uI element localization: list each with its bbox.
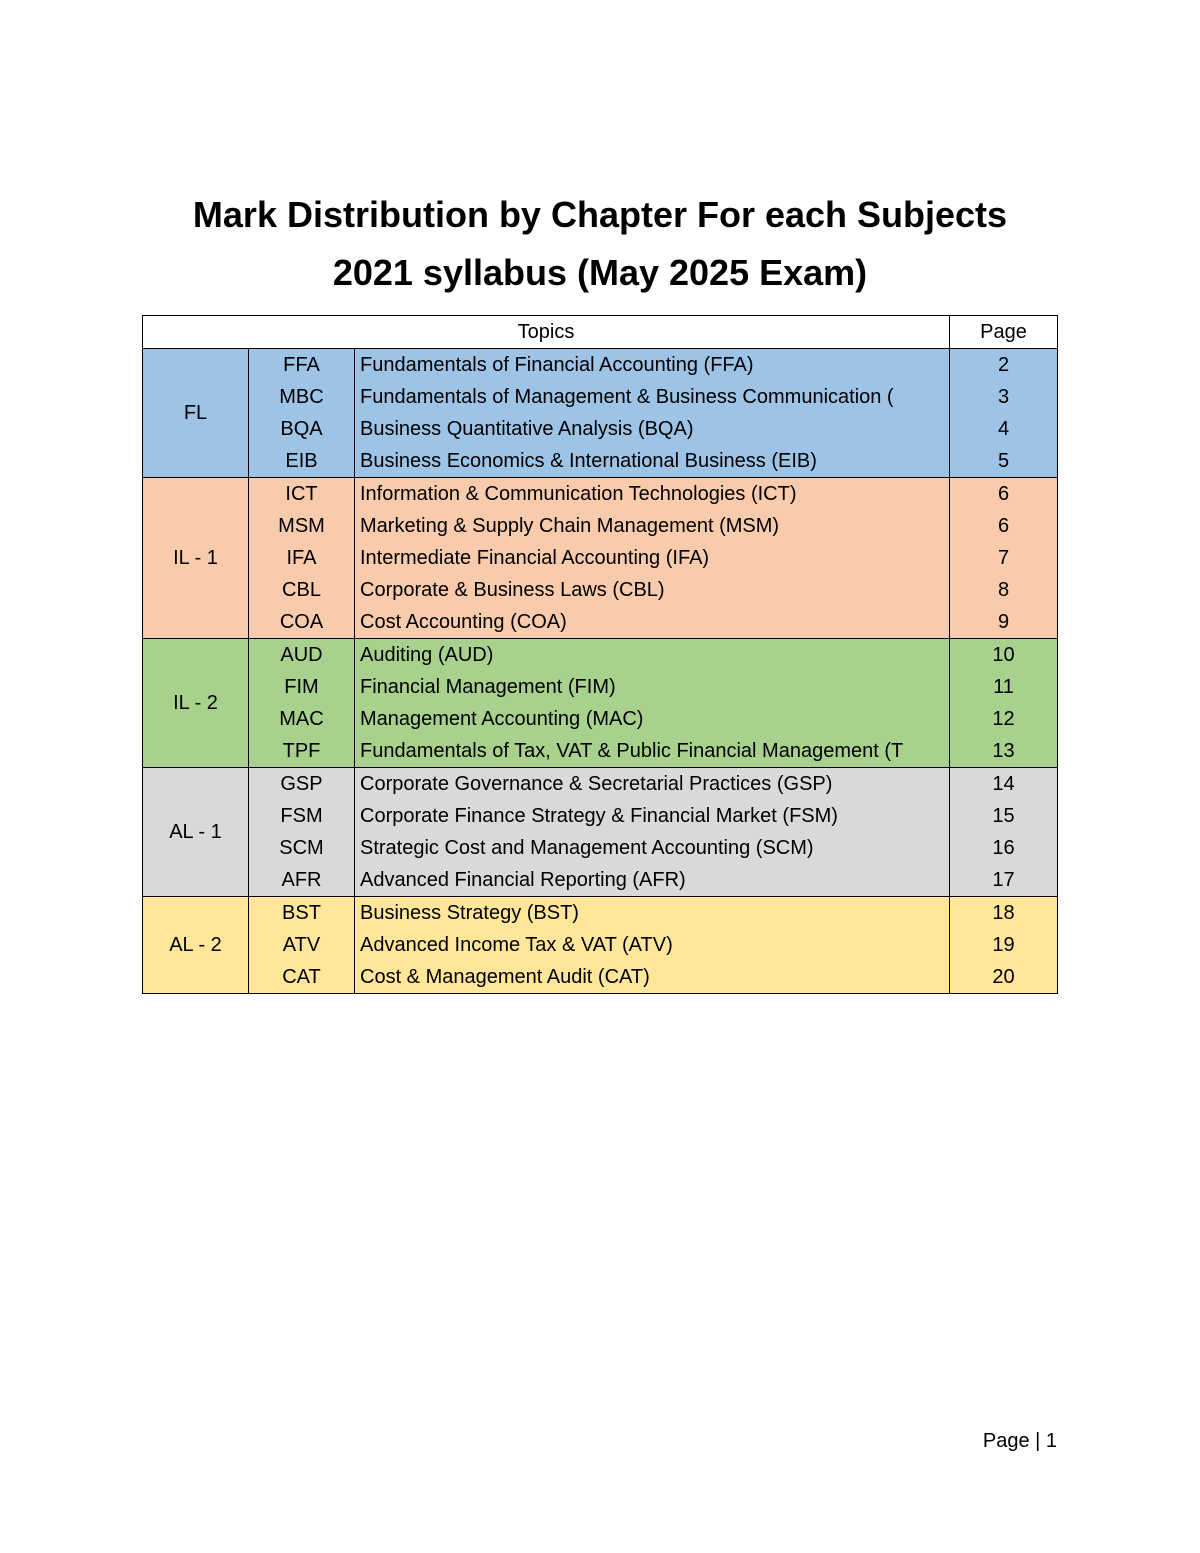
table-row (143, 768, 1058, 801)
subject-name-cell: Cost Accounting (COA) (355, 606, 950, 639)
subject-name-cell: Business Economics & International Business (EIB) (355, 445, 950, 478)
table-row (143, 961, 1058, 994)
subject-name-cell: Fundamentals of Management & Business Communication ( (355, 381, 950, 413)
subject-name-cell: Cost & Management Audit (CAT) (355, 961, 950, 994)
page-number-cell: 6 (950, 478, 1058, 511)
table-row (143, 413, 1058, 445)
subject-code-cell: AFR (249, 864, 355, 897)
subject-code-cell: MBC (249, 381, 355, 413)
subject-name-cell: Advanced Financial Reporting (AFR) (355, 864, 950, 897)
page-number-cell: 19 (950, 929, 1058, 961)
table-row (143, 864, 1058, 897)
table-row (143, 671, 1058, 703)
page-number-cell: 13 (950, 735, 1058, 768)
level-cell: AL - 1 (143, 768, 249, 897)
subject-code-cell: IFA (249, 542, 355, 574)
subject-name-cell: Strategic Cost and Management Accounting (SCM) (355, 832, 950, 864)
subject-code-cell: MSM (249, 510, 355, 542)
subject-name-cell: Auditing (AUD) (355, 639, 950, 672)
table-row (143, 381, 1058, 413)
page-subtitle: 2021 syllabus (May 2025 Exam) (332, 252, 868, 293)
table-row (143, 349, 1058, 382)
topics-table (142, 315, 1058, 994)
page-title: Mark Distribution by Chapter For each Subjects (192, 194, 1008, 235)
subject-code-cell: SCM (249, 832, 355, 864)
subject-code-cell: AUD (249, 639, 355, 672)
subject-name-cell: Marketing & Supply Chain Management (MSM) (355, 510, 950, 542)
subject-name-cell: Advanced Income Tax & VAT (ATV) (355, 929, 950, 961)
table-row (143, 478, 1058, 511)
table-row (143, 445, 1058, 478)
subject-name-cell: Corporate & Business Laws (CBL) (355, 574, 950, 606)
page-number-cell: 5 (950, 445, 1058, 478)
page-number-cell: 11 (950, 671, 1058, 703)
level-cell: IL - 1 (143, 478, 249, 639)
subject-name-cell: Intermediate Financial Accounting (IFA) (355, 542, 950, 574)
subject-code-cell: GSP (249, 768, 355, 801)
level-cell: IL - 2 (143, 639, 249, 768)
page-number-cell: 6 (950, 510, 1058, 542)
subject-code-cell: BST (249, 897, 355, 930)
subject-name-cell: Corporate Finance Strategy & Financial Market (FSM) (355, 800, 950, 832)
subject-code-cell: ICT (249, 478, 355, 511)
subject-name-cell: Fundamentals of Tax, VAT & Public Financial Management (T (355, 735, 950, 768)
table-row (143, 832, 1058, 864)
subject-name-cell: Fundamentals of Financial Accounting (FFA) (355, 349, 950, 382)
subject-code-cell: CAT (249, 961, 355, 994)
page-number-cell: 18 (950, 897, 1058, 930)
subject-name-cell: Business Quantitative Analysis (BQA) (355, 413, 950, 445)
subject-code-cell: TPF (249, 735, 355, 768)
level-cell: AL - 2 (143, 897, 249, 994)
table-row (143, 703, 1058, 735)
table-row (143, 542, 1058, 574)
table-row (143, 800, 1058, 832)
table-header-row (143, 316, 1058, 349)
header-page: Page (950, 316, 1058, 349)
subject-name-cell: Business Strategy (BST) (355, 897, 950, 930)
page-number-cell: 8 (950, 574, 1058, 606)
table-row (143, 606, 1058, 639)
table-row (143, 735, 1058, 768)
page-number-cell: 4 (950, 413, 1058, 445)
table-row (143, 639, 1058, 672)
page-number-cell: 7 (950, 542, 1058, 574)
page-number-footer: Page | 1 (982, 1430, 1057, 1452)
page-number-cell: 3 (950, 381, 1058, 413)
header-topics: Topics (143, 316, 950, 349)
table-row (143, 574, 1058, 606)
subject-code-cell: COA (249, 606, 355, 639)
table-row (143, 897, 1058, 930)
subject-name-cell: Corporate Governance & Secretarial Practices (GSP) (355, 768, 950, 801)
page-number-cell: 20 (950, 961, 1058, 994)
page-number-cell: 14 (950, 768, 1058, 801)
level-cell: FL (143, 349, 249, 478)
page-number-cell: 17 (950, 864, 1058, 897)
subject-code-cell: BQA (249, 413, 355, 445)
subject-code-cell: ATV (249, 929, 355, 961)
subject-code-cell: CBL (249, 574, 355, 606)
page-number-cell: 9 (950, 606, 1058, 639)
subject-code-cell: FIM (249, 671, 355, 703)
subject-code-cell: FSM (249, 800, 355, 832)
subject-code-cell: EIB (249, 445, 355, 478)
page-number-cell: 15 (950, 800, 1058, 832)
page-number-cell: 10 (950, 639, 1058, 672)
table-row (143, 929, 1058, 961)
subject-name-cell: Financial Management (FIM) (355, 671, 950, 703)
page-number-cell: 16 (950, 832, 1058, 864)
table-row (143, 510, 1058, 542)
subject-code-cell: MAC (249, 703, 355, 735)
subject-name-cell: Management Accounting (MAC) (355, 703, 950, 735)
table-body (143, 349, 1058, 994)
page-number-cell: 12 (950, 703, 1058, 735)
subject-name-cell: Information & Communication Technologies (ICT) (355, 478, 950, 511)
page-number-cell: 2 (950, 349, 1058, 382)
subject-code-cell: FFA (249, 349, 355, 382)
